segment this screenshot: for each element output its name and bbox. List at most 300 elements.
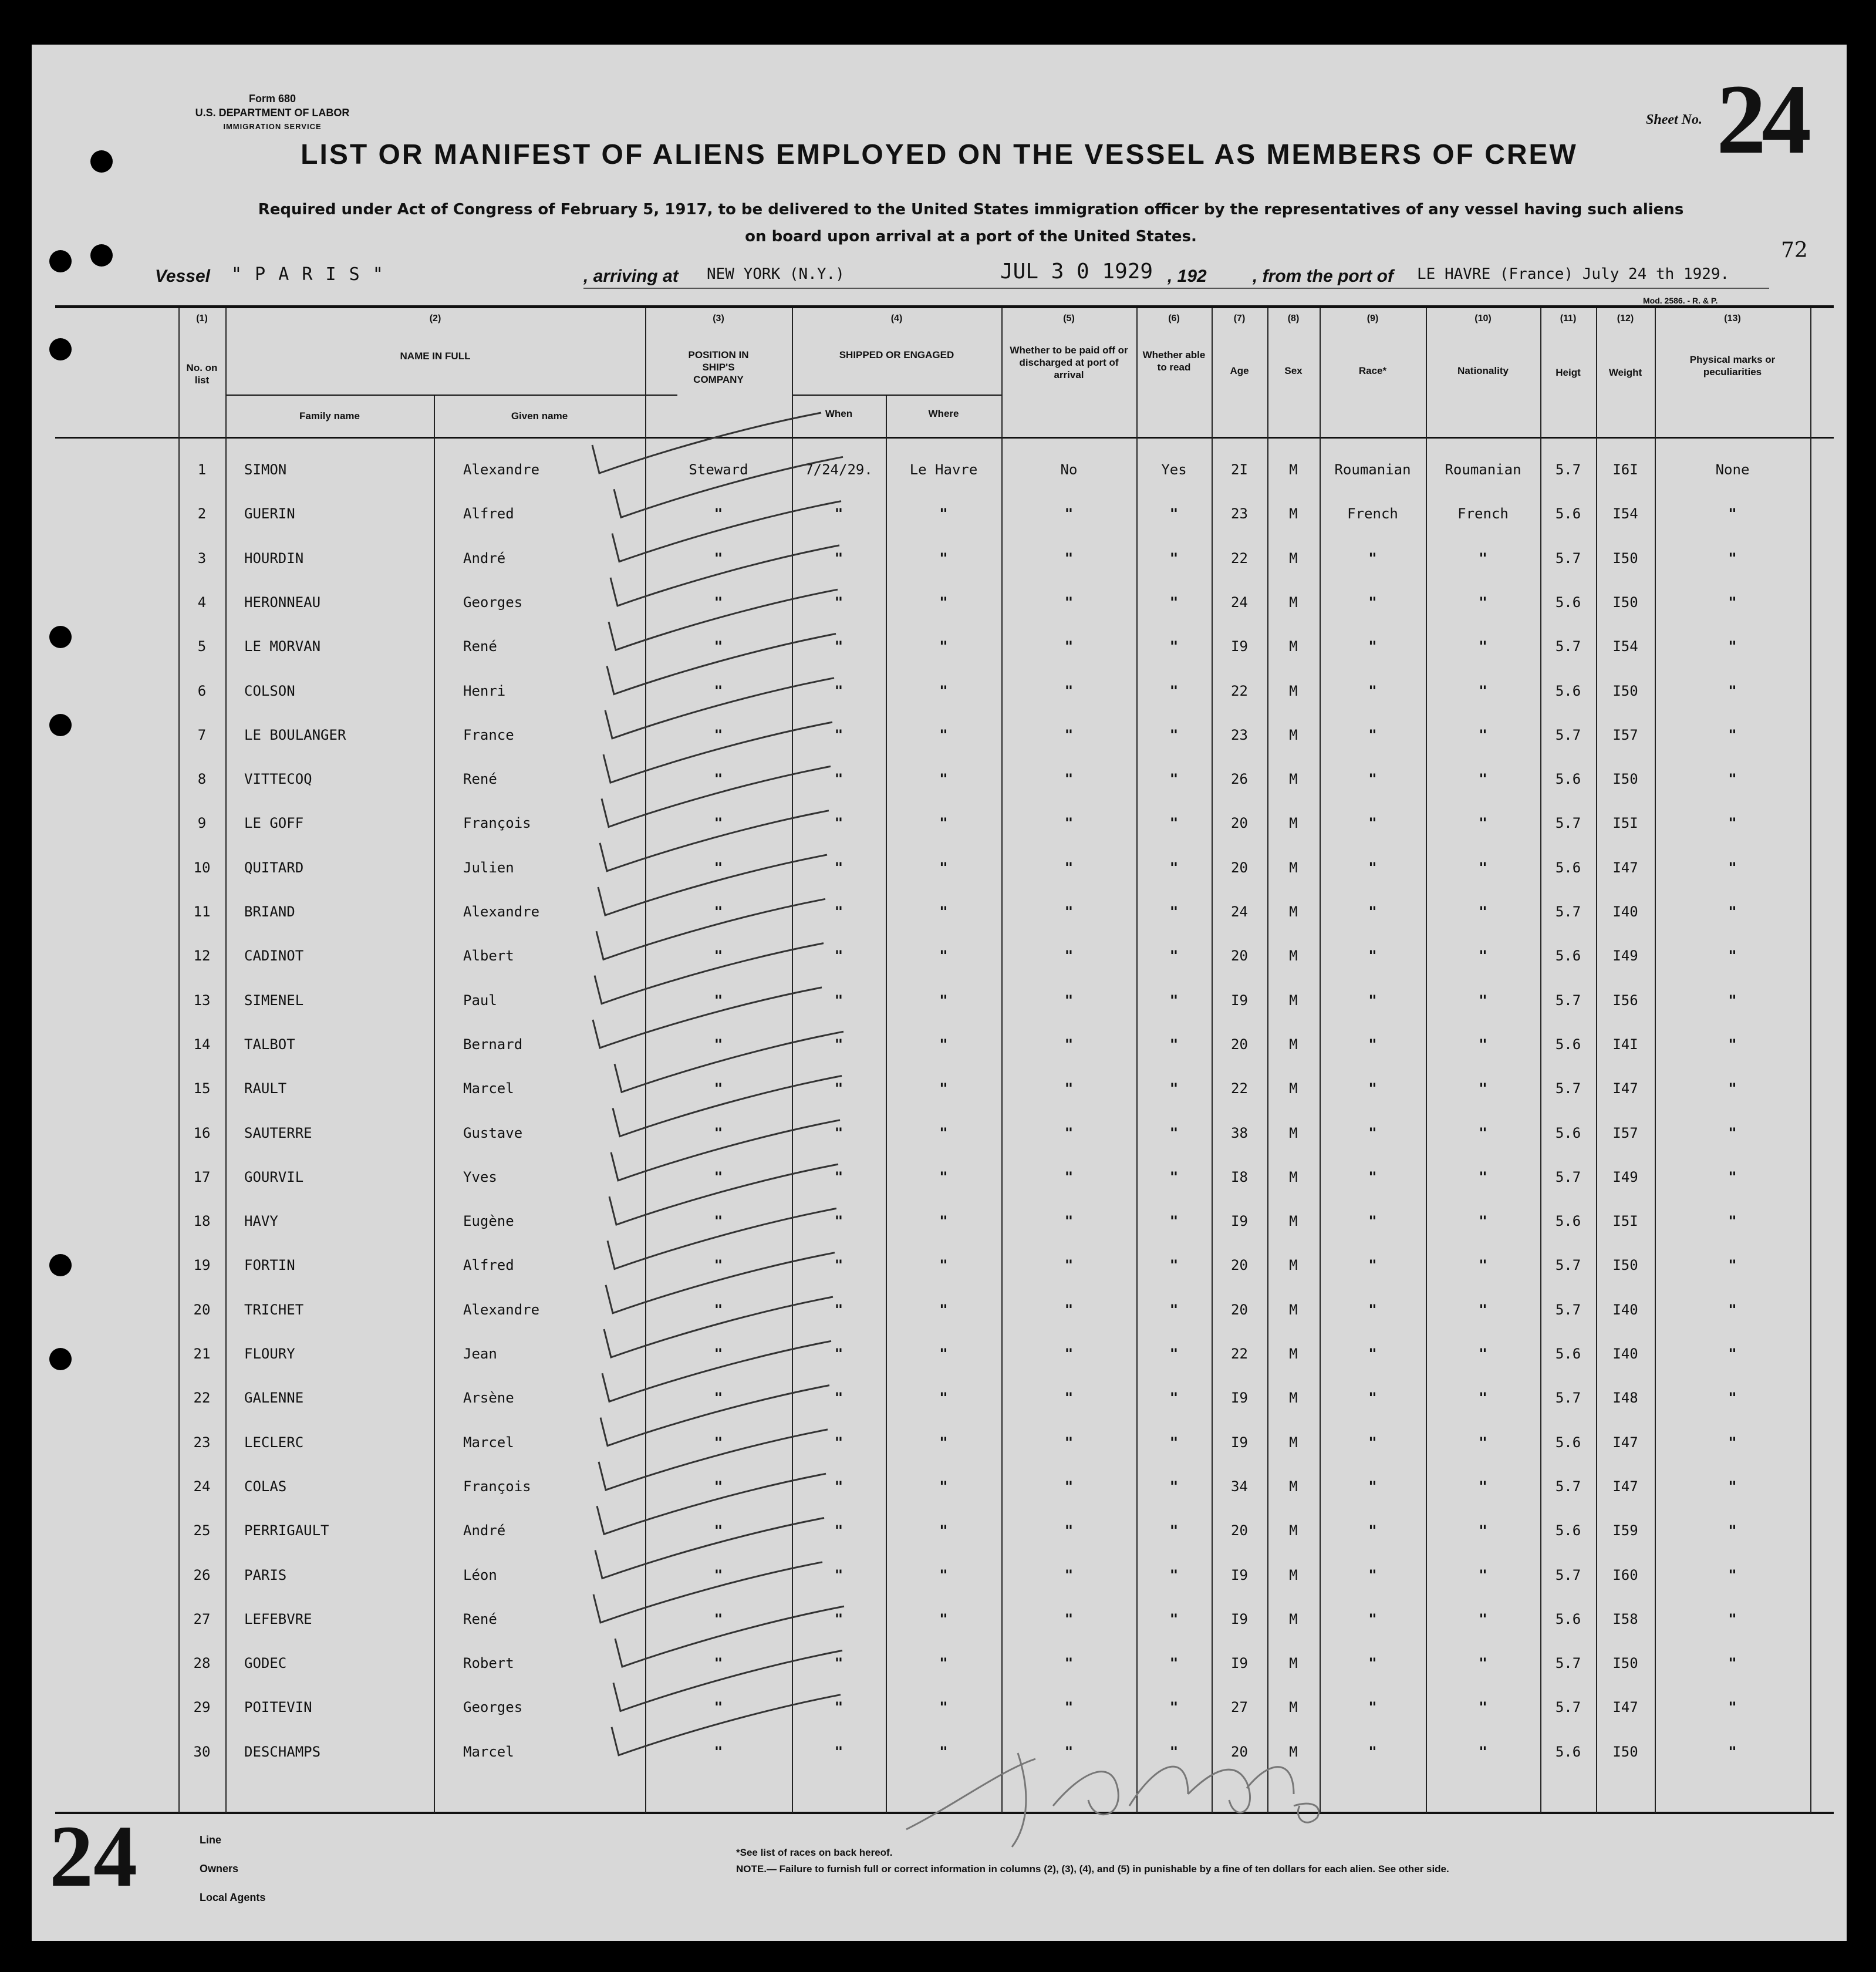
- cell-family: TALBOT: [244, 1036, 295, 1053]
- cell-sex: M: [1289, 550, 1298, 567]
- cell-given: Jean: [463, 1346, 497, 1362]
- cell-weight: I40: [1612, 904, 1638, 920]
- cell-nationality: ": [1479, 992, 1487, 1009]
- note-text: — Failure to furnish full or correct information in columns (2), (3), (4), and (5) in punishable by a fine of ten dollars for each alien. See other side.: [766, 1863, 1449, 1875]
- cell-sex: M: [1289, 682, 1298, 699]
- cell-sex: M: [1289, 948, 1298, 965]
- cell-when: ": [834, 594, 843, 611]
- cell-height: 5.7: [1555, 1655, 1581, 1672]
- cell-paid: No: [1060, 461, 1078, 478]
- cell-race: ": [1368, 1566, 1377, 1583]
- cell-paid: ": [1064, 1213, 1074, 1230]
- cell-position: ": [714, 859, 723, 876]
- cell-sex: M: [1289, 771, 1298, 788]
- col-number: (5): [1063, 314, 1075, 323]
- cell-when: ": [834, 1522, 843, 1539]
- cell-where: ": [939, 1655, 948, 1672]
- cell-age: 22: [1231, 550, 1248, 567]
- cell-given: René: [463, 1610, 497, 1627]
- cell-marks: ": [1728, 1213, 1737, 1230]
- footer-penalty-note: [736, 1863, 1449, 1875]
- cell-sex: M: [1289, 1346, 1298, 1362]
- cell-age: 20: [1231, 815, 1248, 832]
- cell-position: ": [714, 1655, 723, 1672]
- header-no-on-list: No. on list: [186, 362, 218, 386]
- cell-height: 5.7: [1555, 1699, 1581, 1716]
- cell-weight: I48: [1612, 1390, 1638, 1407]
- cell-nationality: ": [1479, 1743, 1487, 1760]
- cell-when: ": [834, 1036, 843, 1053]
- cell-where: ": [939, 1434, 948, 1451]
- cell-where: ": [939, 1346, 948, 1362]
- cell-nationality: ": [1479, 1213, 1487, 1230]
- cell-read: ": [1169, 1213, 1179, 1230]
- note-label: NOTE.: [736, 1863, 767, 1875]
- cell-paid: ": [1064, 1168, 1074, 1185]
- cell-nationality: ": [1479, 594, 1487, 611]
- cell-given: Alexandre: [463, 904, 540, 920]
- cell-given: Alexandre: [463, 1301, 540, 1318]
- cell-given: Alfred: [463, 1257, 514, 1274]
- cell-nationality: ": [1479, 1301, 1487, 1318]
- cell-age: 24: [1231, 904, 1248, 920]
- cell-race: ": [1368, 1036, 1377, 1053]
- cell-marks: ": [1728, 1036, 1737, 1053]
- cell-read: ": [1169, 550, 1179, 567]
- cell-no: 6: [197, 682, 207, 699]
- cell-height: 5.7: [1555, 992, 1581, 1009]
- cell-no: 9: [197, 815, 207, 832]
- col-number: (11): [1560, 314, 1577, 323]
- cell-read: ": [1169, 1434, 1179, 1451]
- cell-position: ": [714, 726, 723, 743]
- cell-when: ": [834, 550, 843, 567]
- col-number: (3): [713, 314, 724, 323]
- col-number: (8): [1287, 314, 1300, 323]
- cell-age: 22: [1231, 1346, 1248, 1362]
- cell-paid: ": [1064, 1257, 1074, 1274]
- cell-weight: I47: [1612, 1699, 1638, 1716]
- cell-age: I8: [1231, 1168, 1248, 1185]
- cell-nationality: ": [1479, 1566, 1487, 1583]
- cell-read: ": [1169, 726, 1179, 743]
- header-race: Race*: [1358, 365, 1387, 376]
- cell-marks: ": [1728, 1610, 1737, 1627]
- cell-when: ": [834, 815, 843, 832]
- check-mark: [593, 1562, 822, 1623]
- cell-when: ": [834, 904, 843, 920]
- cell-sex: M: [1289, 815, 1298, 832]
- cell-family: LE GOFF: [244, 815, 304, 832]
- cell-no: 7: [197, 726, 207, 743]
- cell-position: ": [714, 638, 723, 655]
- cell-sex: M: [1289, 1522, 1298, 1539]
- cell-height: 5.7: [1555, 1080, 1581, 1097]
- cell-sex: M: [1289, 594, 1298, 611]
- cell-weight: I50: [1612, 1257, 1638, 1274]
- cell-position: ": [714, 948, 723, 965]
- cell-position: ": [714, 1301, 723, 1318]
- cell-marks: ": [1728, 726, 1737, 743]
- cell-nationality: ": [1479, 1390, 1487, 1407]
- cell-no: 2: [197, 505, 207, 523]
- cell-family: LE BOULANGER: [244, 726, 346, 743]
- cell-age: 27: [1231, 1699, 1248, 1716]
- cell-when: ": [834, 1434, 843, 1451]
- cell-family: FLOURY: [244, 1346, 295, 1362]
- cell-where: ": [939, 1478, 948, 1495]
- cell-no: 26: [193, 1566, 211, 1583]
- cell-nationality: ": [1479, 859, 1487, 876]
- cell-where: ": [939, 594, 948, 611]
- cell-no: 4: [197, 594, 207, 611]
- cell-nationality: ": [1479, 1699, 1487, 1716]
- cell-age: 2I: [1231, 461, 1248, 478]
- cell-where: ": [939, 505, 948, 523]
- cell-given: Alexandre: [463, 461, 540, 478]
- cell-family: COLAS: [244, 1478, 287, 1495]
- arriving-label: , arriving at: [583, 267, 679, 286]
- cell-age: 22: [1231, 1080, 1248, 1097]
- cell-height: 5.6: [1555, 682, 1581, 699]
- cell-race: ": [1368, 1478, 1377, 1495]
- header-when: When: [825, 408, 853, 419]
- cell-family: COLSON: [244, 682, 295, 699]
- cell-paid: ": [1064, 859, 1074, 876]
- cell-position: ": [714, 1124, 723, 1141]
- cell-weight: I5I: [1612, 815, 1638, 832]
- cell-paid: ": [1064, 682, 1074, 699]
- cell-age: 38: [1231, 1124, 1248, 1141]
- cell-read: ": [1169, 859, 1179, 876]
- cell-sex: M: [1289, 992, 1298, 1009]
- cell-when: ": [834, 1080, 843, 1097]
- cell-age: 20: [1231, 859, 1248, 876]
- cell-marks: ": [1728, 771, 1737, 788]
- cell-position: ": [714, 815, 723, 832]
- cell-weight: I59: [1612, 1522, 1638, 1539]
- cell-marks: None: [1715, 461, 1750, 478]
- cell-no: 23: [193, 1434, 211, 1451]
- cell-age: 34: [1231, 1478, 1248, 1495]
- cell-when: ": [834, 1478, 843, 1495]
- header-name-in-full: NAME IN FULL: [400, 350, 471, 362]
- service-name: IMMIGRATION SERVICE: [223, 122, 322, 131]
- cell-nationality: ": [1479, 771, 1487, 788]
- from-port-label: , from the port of: [1253, 267, 1393, 286]
- col-number: (7): [1233, 314, 1246, 323]
- cell-family: POITEVIN: [244, 1699, 312, 1716]
- cell-race: French: [1347, 505, 1398, 523]
- cell-marks: ": [1728, 1124, 1737, 1141]
- cell-position: ": [714, 1522, 723, 1539]
- cell-family: GODEC: [244, 1655, 287, 1672]
- cell-where: ": [939, 682, 948, 699]
- cell-read: ": [1169, 948, 1179, 965]
- cell-race: ": [1368, 726, 1377, 743]
- header-shipped: SHIPPED OR ENGAGED: [839, 349, 954, 360]
- cell-nationality: Roumanian: [1445, 461, 1521, 478]
- cell-no: 17: [193, 1168, 211, 1185]
- stamp-number: 72: [1781, 238, 1808, 262]
- cell-position: ": [714, 992, 723, 1009]
- cell-no: 10: [193, 859, 211, 876]
- cell-height: 5.6: [1555, 1743, 1581, 1760]
- cell-given: Marcel: [463, 1434, 514, 1451]
- cell-height: 5.7: [1555, 638, 1581, 655]
- cell-weight: I58: [1612, 1610, 1638, 1627]
- cell-paid: ": [1064, 1301, 1074, 1318]
- cell-height: 5.7: [1555, 461, 1581, 478]
- cell-race: ": [1368, 1434, 1377, 1451]
- cell-marks: ": [1728, 1390, 1737, 1407]
- cell-sex: M: [1289, 1743, 1298, 1760]
- cell-given: François: [463, 1478, 531, 1495]
- cell-weight: I57: [1612, 1124, 1638, 1141]
- cell-where: ": [939, 1522, 948, 1539]
- cell-race: ": [1368, 1168, 1377, 1185]
- cell-height: 5.6: [1555, 594, 1581, 611]
- cell-paid: ": [1064, 1080, 1074, 1097]
- cell-position: ": [714, 1743, 723, 1760]
- cell-read: ": [1169, 1566, 1179, 1583]
- cell-marks: ": [1728, 550, 1737, 567]
- cell-height: 5.6: [1555, 1213, 1581, 1230]
- page-title: LIST OR MANIFEST OF ALIENS EMPLOYED ON THE VESSEL AS MEMBERS OF CREW: [301, 139, 1578, 170]
- header-nationality: Nationality: [1457, 365, 1509, 376]
- cell-where: ": [939, 638, 948, 655]
- cell-height: 5.6: [1555, 505, 1581, 523]
- cell-read: ": [1169, 1478, 1179, 1495]
- cell-race: ": [1368, 1213, 1377, 1230]
- cell-when: ": [834, 505, 843, 523]
- cell-sex: M: [1289, 1478, 1298, 1495]
- cell-race: ": [1368, 1655, 1377, 1672]
- cell-paid: ": [1064, 1699, 1074, 1716]
- cell-age: 23: [1231, 505, 1248, 523]
- cell-read: ": [1169, 594, 1179, 611]
- cell-race: ": [1368, 1610, 1377, 1627]
- cell-sex: M: [1289, 1080, 1298, 1097]
- cell-paid: ": [1064, 1610, 1074, 1627]
- cell-where: ": [939, 992, 948, 1009]
- cell-marks: ": [1728, 1522, 1737, 1539]
- cell-age: I9: [1231, 638, 1248, 655]
- manifest-sheet: [32, 45, 1847, 1941]
- cell-when: ": [834, 948, 843, 965]
- col-number: (12): [1617, 314, 1634, 323]
- cell-read: ": [1169, 1522, 1179, 1539]
- cell-family: SAUTERRE: [244, 1124, 312, 1141]
- cell-position: ": [714, 594, 723, 611]
- cell-marks: ": [1728, 815, 1737, 832]
- cell-given: France: [463, 726, 514, 743]
- footer-local-agents-label: Local Agents: [200, 1892, 266, 1903]
- cell-position: ": [714, 1699, 723, 1716]
- cell-marks: ": [1728, 1346, 1737, 1362]
- cell-no: 3: [197, 550, 207, 567]
- cell-where: ": [939, 1566, 948, 1583]
- header-height: Heigt: [1556, 367, 1581, 378]
- cell-marks: ": [1728, 1743, 1737, 1760]
- cell-race: ": [1368, 550, 1377, 567]
- cell-family: FORTIN: [244, 1257, 295, 1274]
- cell-height: 5.7: [1555, 1168, 1581, 1185]
- cell-age: 24: [1231, 594, 1248, 611]
- cell-no: 18: [193, 1213, 211, 1230]
- cell-sex: M: [1289, 904, 1298, 920]
- cell-no: 29: [193, 1699, 211, 1716]
- cell-weight: I54: [1612, 505, 1638, 523]
- cell-when: ": [834, 1610, 843, 1627]
- cell-paid: ": [1064, 1346, 1074, 1362]
- header-paid-off: Whether to be paid off or discharged at port of arrival: [1010, 345, 1128, 380]
- cell-family: HOURDIN: [244, 550, 304, 567]
- cell-no: 22: [193, 1390, 211, 1407]
- cell-age: 23: [1231, 726, 1248, 743]
- cell-where: ": [939, 771, 948, 788]
- cell-read: ": [1169, 638, 1179, 655]
- cell-paid: ": [1064, 550, 1074, 567]
- cell-sex: M: [1289, 461, 1298, 478]
- cell-given: Bernard: [463, 1036, 523, 1053]
- cell-position: ": [714, 1346, 723, 1362]
- cell-marks: ": [1728, 904, 1737, 920]
- cell-weight: I47: [1612, 859, 1638, 876]
- header-able-to-read: Whether able to read: [1142, 349, 1206, 373]
- cell-where: ": [939, 948, 948, 965]
- cell-family: BRIAND: [244, 904, 295, 920]
- cell-read: ": [1169, 1610, 1179, 1627]
- footer-line-label: Line: [200, 1834, 222, 1846]
- cell-height: 5.7: [1555, 726, 1581, 743]
- cell-weight: I4I: [1612, 1036, 1638, 1053]
- cell-nationality: ": [1479, 1124, 1487, 1141]
- cell-family: GUERIN: [244, 505, 295, 523]
- cell-no: 20: [193, 1301, 211, 1318]
- cell-given: Gustave: [463, 1124, 523, 1141]
- cell-height: 5.6: [1555, 1036, 1581, 1053]
- cell-race: ": [1368, 1522, 1377, 1539]
- cell-when: ": [834, 1168, 843, 1185]
- cell-where: ": [939, 1168, 948, 1185]
- cell-given: Léon: [463, 1566, 497, 1583]
- cell-age: I9: [1231, 1566, 1248, 1583]
- cell-marks: ": [1728, 992, 1737, 1009]
- cell-where: ": [939, 1699, 948, 1716]
- cell-race: ": [1368, 1390, 1377, 1407]
- year-label: , 192: [1168, 267, 1207, 286]
- cell-position: ": [714, 1390, 723, 1407]
- cell-no: 19: [193, 1257, 211, 1274]
- cell-read: ": [1169, 1080, 1179, 1097]
- cell-no: 11: [193, 904, 211, 920]
- cell-given: Julien: [463, 859, 514, 876]
- cell-position: ": [714, 505, 723, 523]
- cell-nationality: ": [1479, 1434, 1487, 1451]
- cell-marks: ": [1728, 505, 1737, 523]
- cell-when: ": [834, 771, 843, 788]
- cell-weight: I50: [1612, 771, 1638, 788]
- cell-given: Marcel: [463, 1743, 514, 1760]
- cell-family: VITTECOQ: [244, 771, 312, 788]
- cell-sex: M: [1289, 1566, 1298, 1583]
- cell-given: André: [463, 1522, 506, 1539]
- cell-no: 16: [193, 1124, 211, 1141]
- cell-race: ": [1368, 771, 1377, 788]
- cell-no: 27: [193, 1610, 211, 1627]
- check-mark: [592, 413, 821, 473]
- cell-sex: M: [1289, 1655, 1298, 1672]
- cell-nationality: ": [1479, 1080, 1487, 1097]
- cell-paid: ": [1064, 815, 1074, 832]
- cell-weight: I49: [1612, 1168, 1638, 1185]
- cell-no: 25: [193, 1522, 211, 1539]
- cell-height: 5.7: [1555, 1478, 1581, 1495]
- cell-nationality: ": [1479, 904, 1487, 920]
- from-port: LE HAVRE (France) July 24 th 1929.: [1417, 265, 1730, 283]
- cell-family: QUITARD: [244, 859, 304, 876]
- cell-where: ": [939, 1036, 948, 1053]
- cell-sex: M: [1289, 1390, 1298, 1407]
- cell-when: ": [834, 1301, 843, 1318]
- cell-height: 5.6: [1555, 948, 1581, 965]
- cell-race: ": [1368, 815, 1377, 832]
- cell-height: 5.6: [1555, 1522, 1581, 1539]
- requirement-line-1: Required under Act of Congress of February 5, 1917, to be delivered to the United States immigration officer by the representatives of any vessel having such aliens: [258, 201, 1684, 218]
- cell-weight: I40: [1612, 1346, 1638, 1362]
- cell-where: ": [939, 1257, 948, 1274]
- cell-height: 5.7: [1555, 1566, 1581, 1583]
- header-family-name: Family name: [299, 410, 360, 422]
- cell-no: 1: [197, 461, 207, 478]
- form-number: Form 680: [248, 93, 296, 105]
- cell-weight: I60: [1612, 1566, 1638, 1583]
- header-where: Where: [928, 408, 959, 419]
- cell-sex: M: [1289, 859, 1298, 876]
- cell-weight: I40: [1612, 1301, 1638, 1318]
- cell-no: 12: [193, 948, 211, 965]
- cell-position: ": [714, 550, 723, 567]
- cell-where: ": [939, 550, 948, 567]
- footer-races-note: *See list of races on back hereof.: [736, 1847, 893, 1858]
- cell-race: ": [1368, 1080, 1377, 1097]
- requirement-line-2: on board upon arrival at a port of the United States.: [745, 228, 1197, 245]
- cell-weight: I47: [1612, 1434, 1638, 1451]
- cell-family: SIMON: [244, 461, 287, 478]
- cell-when: ": [834, 1566, 843, 1583]
- cell-age: 20: [1231, 1743, 1248, 1760]
- cell-weight: I50: [1612, 1743, 1638, 1760]
- cell-age: I9: [1231, 1655, 1248, 1672]
- cell-no: 21: [193, 1346, 211, 1362]
- cell-weight: I50: [1612, 550, 1638, 567]
- cell-read: ": [1169, 1124, 1179, 1141]
- cell-family: LE MORVAN: [244, 638, 321, 655]
- cell-weight: I6I: [1612, 461, 1638, 478]
- cell-sex: M: [1289, 1610, 1298, 1627]
- cell-nationality: ": [1479, 1346, 1487, 1362]
- department-name: U.S. DEPARTMENT OF LABOR: [195, 107, 350, 119]
- cell-given: Paul: [463, 992, 497, 1009]
- cell-age: 20: [1231, 1036, 1248, 1053]
- cell-given: Alfred: [463, 505, 514, 523]
- col-number: (6): [1168, 314, 1180, 323]
- cell-age: I9: [1231, 1610, 1248, 1627]
- cell-marks: ": [1728, 1699, 1737, 1716]
- cell-where: ": [939, 1213, 948, 1230]
- cell-read: ": [1169, 1036, 1179, 1053]
